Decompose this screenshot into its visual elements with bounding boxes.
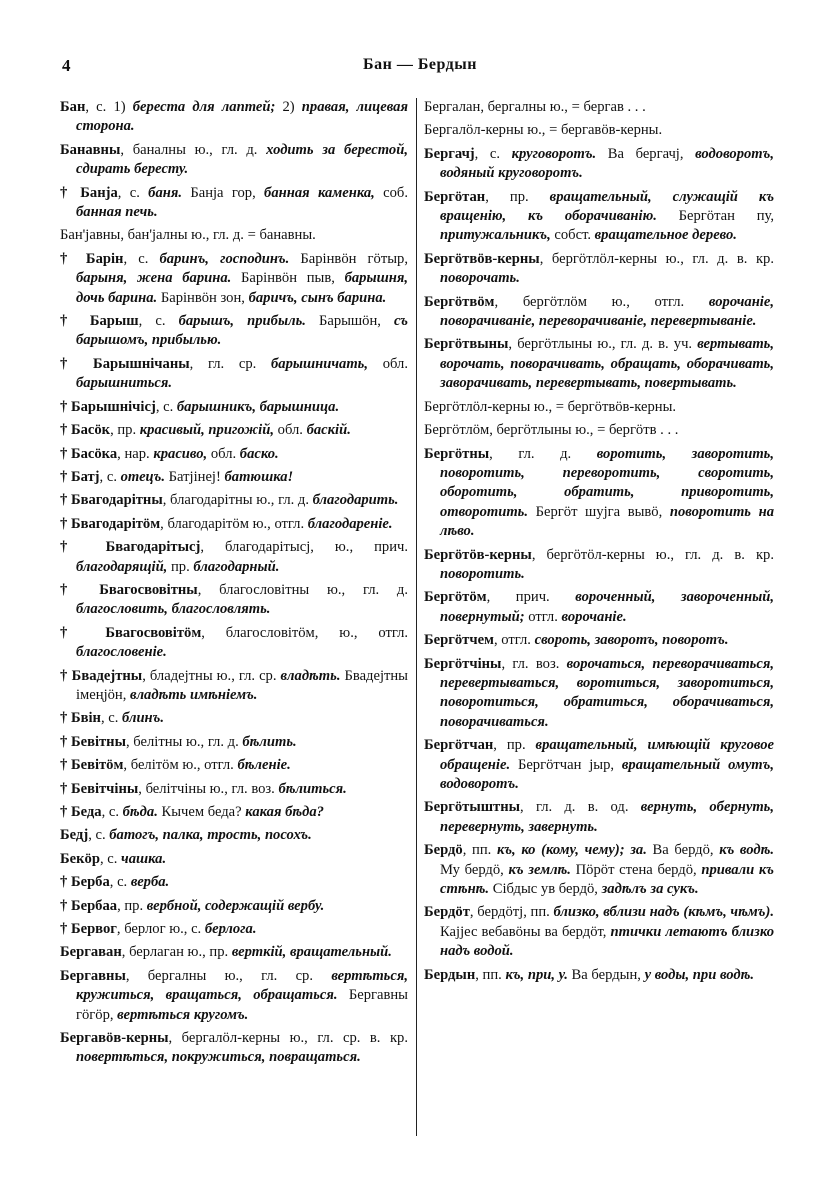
- dictionary-entry: Бергалöл-керны ю., = бергавöв-керны.: [424, 122, 663, 139]
- dictionary-entry: Бергöтöм, прич. вороченный, завороченный, повернутый; отгл. ворочаніе.: [424, 589, 774, 625]
- dictionary-entry: † Бвагодарітны, благодарітны ю., гл. д. благодарить.: [60, 492, 399, 509]
- dictionary-entry: † Бевітчіны, белітчіны ю., гл. воз. бѣлиться.: [60, 780, 347, 797]
- dictionary-entry: Бергöтлöл-керны ю., = бергöтвöв-керны.: [424, 398, 677, 415]
- dictionary-entry: Бергаван, берлаган ю., пр. верткій, вращательный.: [60, 944, 392, 961]
- dictionary-entry: † Бвагодарітысј, благодарітысј, ю., прич. благодарящій, пр. благодарный.: [60, 539, 408, 575]
- dictionary-entry: † Берба, с. верба.: [60, 874, 170, 891]
- dictionary-entry: Бергöтвöв-керны, бергöтлöл-керны ю., гл. д. в. кр. поворочать.: [424, 250, 774, 287]
- dictionary-entry: † Басöка, нар. красиво, обл. баско.: [60, 445, 279, 462]
- dictionary-entry: † Барін, с. баринъ, господинъ. Барінвöн гöтыр, барыня, жена барина. Барінвöн пыв, барышня, дочь барина. Барінвöн зон, баричъ, сынъ барина.: [60, 250, 409, 306]
- dictionary-entry: † Бервог, берлог ю., с. берлога.: [60, 921, 257, 938]
- dictionary-entry: † Барыш, с. барышъ, прибыль. Барышöн, съ барышомъ, прибылью.: [60, 313, 408, 349]
- dictionary-entry: Бергöтыштны, гл. д. в. од. вернуть, обернуть, перевернуть, завернуть.: [424, 799, 774, 835]
- left-column: [60, 98, 408, 1072]
- dictionary-entry: Банавны, баналны ю., гл. д. ходить за берестой, сдирать бересту.: [60, 141, 408, 178]
- dictionary-entry: Бергалан, бергалны ю., = бергав . . .: [424, 99, 646, 115]
- dictionary-entry: † Басöк, пр. красивый, пригожій, обл. баскій.: [60, 422, 351, 439]
- dictionary-entry: Бергöтчіны, гл. воз. ворочаться, переворачиваться, перевертываться, воротиться, заворотиться, поворотиться, обратиться, оборачиваться, поворачиваться.: [424, 655, 774, 730]
- dictionary-entry: Бергöтчан, пр. вращательный, имѣющій круговое обращеніе. Бергöтчан јыр, вращательный омутъ, водоворотъ.: [424, 737, 774, 792]
- dictionary-entry: † Бевітны, белітны ю., гл. д. бѣлить.: [60, 733, 297, 750]
- dictionary-entry: † Бвагосвовітöм, благословітöм, ю., отгл. благословеніе.: [60, 624, 408, 661]
- dictionary-entry: Бергавöв-керны, бергалöл-керны ю., гл. ср. в. кр. повертѣться, покружиться, повращаться.: [60, 1030, 408, 1066]
- dictionary-entry: Бергöтны, гл. д. воротить, заворотить, поворотить, переворотить, своротить, оборотить, обратить, приворотить, отворотить. Бергöт шујга вывö, поворотить на лѣво.: [424, 445, 774, 540]
- dictionary-entry: Бердын, пп. къ, при, у. Ва бердын, у воды, при водѣ.: [424, 966, 755, 983]
- page-number: 4: [62, 56, 71, 75]
- right-column: [424, 98, 774, 989]
- column-divider: [416, 98, 417, 1136]
- dictionary-entry: † Барышнічаны, гл. ср. барышничать, обл. барышниться.: [60, 355, 408, 392]
- dictionary-entry: Бекöр, с. чашка.: [60, 850, 167, 867]
- dictionary-entry: Бергöтлöм, бергöтлыны ю., = бергöтв . . .: [424, 422, 679, 439]
- dictionary-entry: † Бвін, с. блинъ.: [60, 710, 164, 727]
- dictionary-entry: Бан, с. 1) береста для лаптей; 2) правая, лицевая сторона.: [60, 99, 408, 135]
- dictionary-entry: † Батј, с. отецъ. Батјінеј! батюшка!: [60, 468, 294, 485]
- dictionary-entry: † Бвадејтны, бладејтны ю., гл. ср. владѣть. Бвадејтны імеңјöн, владѣть имѣніемъ.: [60, 667, 408, 703]
- dictionary-entry: Бергöтан, пр. вращательный, служащій къ вращенію, къ оборачиванію. Бергöтан пу, притужальникъ, собст. вращательное дерево.: [424, 188, 775, 244]
- dictionary-entry: Бергöтвöм, бергöтлöм ю., отгл. ворочаніе, поворачиваніе, переворачиваніе, перевертываніе.: [424, 293, 774, 330]
- dictionary-entry: † Бвагосвовітны, благословітны ю., гл. д. благословить, благословлять.: [60, 581, 408, 618]
- dictionary-entry: † Барышнічісј, с. барышникъ, барышница.: [60, 398, 340, 415]
- dictionary-entry: † Бербаа, пр. вербной, содержащій вербу.: [60, 897, 325, 914]
- dictionary-entry: † Беда, с. бѣда. Кычем беда? какая бѣда?: [60, 804, 324, 820]
- dictionary-entry: Бергöтöв-керны, бергöтöл-керны ю., гл. д. в. кр. поворотить.: [424, 546, 774, 582]
- dictionary-entry: Бергачј, с. круговоротъ. Ва бергачј, водоворотъ, водяный круговоротъ.: [424, 145, 774, 182]
- dictionary-entry: Бедј, с. батогъ, палка, трость, посохъ.: [60, 827, 312, 844]
- running-head: Бан — Бердын: [363, 56, 477, 73]
- dictionary-entry: Бергавны, бергалны ю., гл. ср. вертѣться, кружиться, вращаться, обращаться. Бергавны гöгöр, вертѣться кругомъ.: [60, 967, 408, 1023]
- dictionary-entry: † Бевітöм, белітöм ю., отгл. бѣленіе.: [60, 757, 291, 774]
- dictionary-entry: † Банја, с. баня. Банја гор, банная каменка, соб. банная печь.: [60, 184, 408, 221]
- dictionary-entry: Бердö, пп. къ, ко (кому, чему); за. Ва бердö, къ водѣ. Му бердö, къ землѣ. Пöрöт стена бердö, привали къ стѣнѣ. Сібдыс ув бердö, задѣлъ за сукъ.: [424, 842, 774, 898]
- dictionary-entry: Бергöтвыны, бергöтлыны ю., гл. д. в. уч. вертывать, ворочать, поворачивать, обращать, оборачивать, заворачивать, перевертывать, повертывать.: [424, 336, 774, 392]
- dictionary-entry: Бергöтчем, отгл. свороть, заворотъ, поворотъ.: [424, 632, 729, 649]
- dictionary-entry: Бан'јавны, бан'јалны ю., гл. д. = банавны.: [60, 227, 316, 244]
- dictionary-entry: † Бвагодарітöм, благодарітöм ю., отгл. благодареніе.: [60, 515, 393, 532]
- dictionary-entry: Бердöт, бердöтј, пп. близко, вблизи надъ (кѣмъ, чѣмъ). Кајјес вебавöны ва бердöт, птички летаютъ близко надъ водой.: [424, 904, 775, 960]
